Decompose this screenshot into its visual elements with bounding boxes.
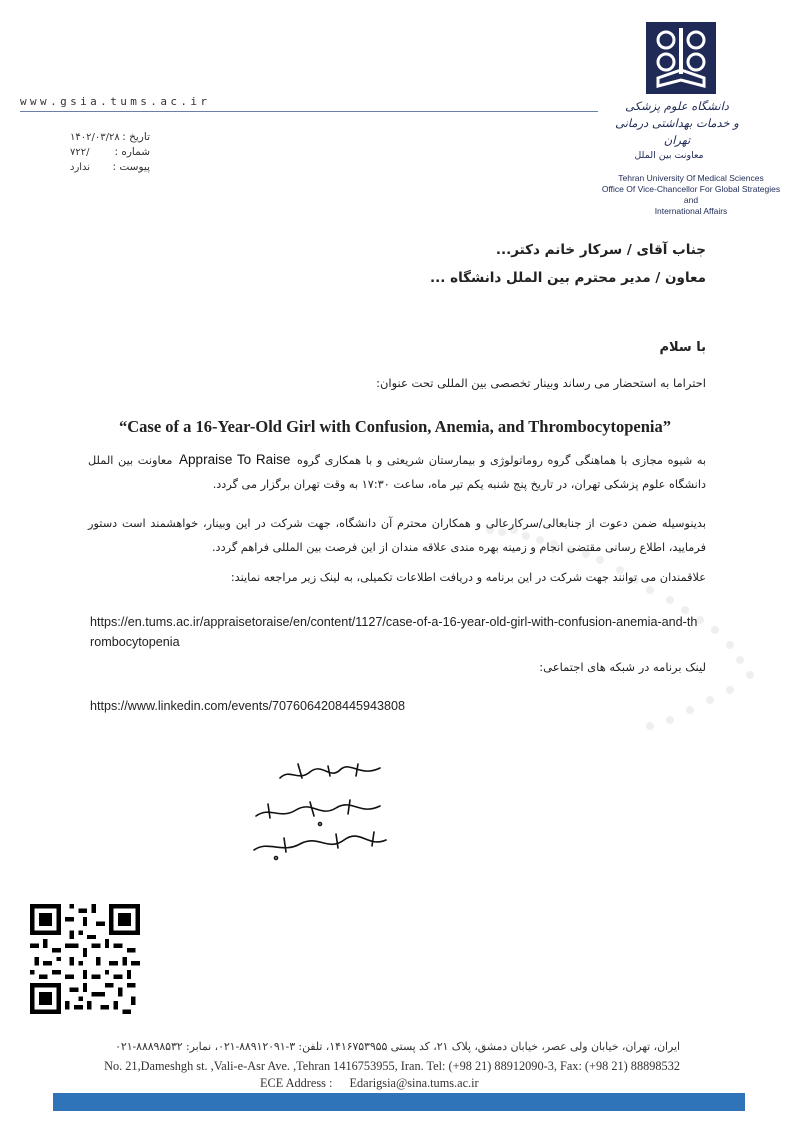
social-link-label: لینک برنامه در شبکه های اجتماعی: [539,660,706,674]
date-label: تاریخ : [122,131,150,143]
footer-address-fa: ایران، تهران، خیابان ولی عصر، خیابان دمشق، پلاک ۲۱، کد پستی ۱۴۱۶۷۵۳۹۵۵، تلفن: ۳-۸۸۹۱۲۰۹۱-۰۲۱، نمابر: ۸۸۸۹۸۵۳۲-۰۲۱ [115,1040,680,1053]
footer-bar [53,1093,745,1111]
number-label: شماره : [114,146,150,158]
attachment-label: پیوست : [112,161,150,173]
letter-meta [70,130,150,175]
handwritten-signature [240,760,400,870]
recipient-line2: معاون / مدیر محترم بین الملل دانشگاه ... [430,270,706,286]
footer-email-value[interactable]: Edarigsia@sina.tums.ac.ir [349,1076,479,1090]
recipient-block [380,236,706,292]
university-name-fa-line2: و خدمات بهداشتی درمانی تهران [615,116,739,147]
attachment-value: ندارد [70,162,91,173]
website-url[interactable]: www.gsia.tums.ac.ir [20,95,211,108]
university-name-en-line3: International Affairs [654,206,728,216]
university-name-en-line2: Office Of Vice-Chancellor For Global Strategies and [601,184,781,205]
vice-chancellor-fa: معاونت بین الملل [634,150,704,161]
paragraph-2: بدینوسیله ضمن دعوت از جنابعالی/سرکارعالی و همکاران محترم آن دانشگاه، جهت شرکت در این وبینار، خواهشمند است دستور فرمایید، اطلاع رسانی مقتضی انجام و زمینه بهره مندی علاقه مندان از این فرصت بین المللی فراهم گردد. [88,517,706,554]
university-name-en [596,173,786,217]
intro-text: احتراما به استحضار می رساند وبینار تخصصی بین المللی تحت عنوان: [376,376,706,390]
event-link[interactable]: https://en.tums.ac.ir/appraisetoraise/en/content/1127/case-of-a-16-year-old-girl-with-confusion-anemia-and-thrombocytopenia [90,615,698,649]
qr-code[interactable] [30,904,140,1014]
webinar-title: “Case of a 16-Year-Old Girl with Confusion, Anemia, and Thrombocytopenia” [118,417,672,436]
number-row [70,145,150,160]
salutation: با سلام [659,340,706,355]
university-name-en-line1: Tehran University Of Medical Sciences [618,173,764,183]
footer-email-row [60,1076,680,1091]
appraise-to-raise-label: Appraise To Raise [179,452,291,467]
header-divider [20,111,598,112]
paragraph-1-part2: معاونت بین الملل دانشگاه علوم پزشکی تهران، در تاریخ پنج شنبه یکم تیر ماه، ساعت ۱۷:۳۰ به وقت تهران برگزار می گردد. [88,454,706,491]
linkedin-link[interactable]: https://www.linkedin.com/events/7076064208445943808 [90,699,406,713]
paragraph-3: علاقمندان می توانند جهت شرکت در این برنامه و دریافت اطلاعات تکمیلی، به لینک زیر مراجعه نمایند: [230,571,706,584]
date-value: ۱۴۰۲/۰۳/۲۸ [70,132,120,143]
attachment-row [70,160,150,175]
footer-address-en: No. 21,Dameshgh st. ,Vali-e-Asr Ave. ,Tehran 1416753955, Iran. Tel: (+98 21) 88912090-3, Fax: (+98 21) 88898532 [104,1059,680,1073]
paragraph-1 [88,448,706,497]
paragraph-1-part1: به شیوه مجازی با هماهنگی گروه روماتولوژی و بیمارستان شریعتی و با همکاری گروه [297,454,707,467]
footer-email-label: ECE Address : [260,1076,333,1090]
university-logo-icon [646,22,716,94]
university-name-fa-line1: دانشگاه علوم پزشکی [625,99,729,113]
recipient-line1: جناب آقای / سرکار خانم دکتر... [495,242,706,258]
university-name-fa [612,98,742,149]
date-row [70,130,150,145]
number-value: /۷۲۲ [70,147,90,158]
